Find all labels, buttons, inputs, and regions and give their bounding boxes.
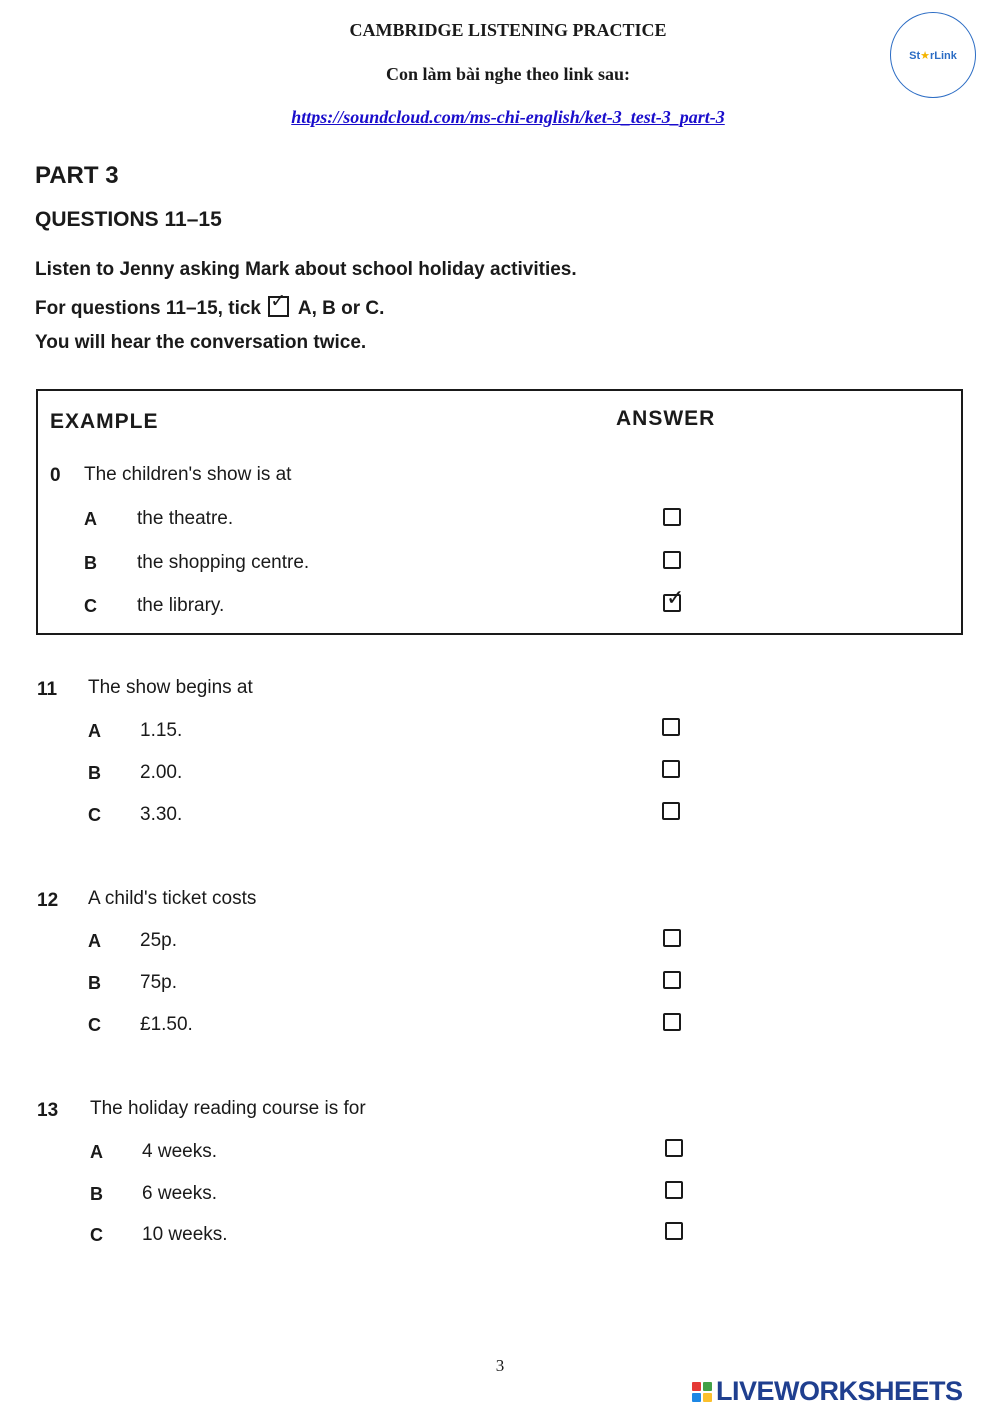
question-stem: The holiday reading course is for [90, 1098, 366, 1119]
questions-range: QUESTIONS 11–15 [35, 208, 222, 231]
q11-checkbox-b[interactable] [662, 760, 680, 778]
option-letter: A [88, 931, 101, 951]
instruction-line-3: You will hear the conversation twice. [35, 332, 367, 353]
option-letter: A [88, 721, 101, 741]
example-checkbox-a[interactable] [663, 508, 681, 526]
grid-cell [692, 1393, 701, 1402]
option-letter: C [88, 1015, 101, 1035]
example-number: 0 [50, 465, 61, 486]
example-checkbox-b[interactable] [663, 551, 681, 569]
question-number: 13 [37, 1100, 59, 1121]
option-letter: C [88, 805, 101, 825]
page-subtitle: Con làm bài nghe theo link sau: [385, 64, 631, 84]
example-option-text: the library. [137, 595, 225, 616]
question-number: 11 [37, 679, 58, 700]
question-stem: A child's ticket costs [88, 888, 257, 909]
option-text: 2.00. [140, 762, 183, 783]
liveworksheets-logo [692, 1376, 963, 1407]
page-number: 3 [495, 1356, 505, 1375]
liveworksheets-wordmark: LIVEWORKSHEETS [716, 1376, 963, 1406]
starlink-logo [890, 12, 976, 98]
option-letter: B [88, 973, 101, 993]
audio-link[interactable]: https://soundcloud.com/ms-chi-english/ket-3_test-3_part-3 [291, 107, 725, 127]
instruction-line-1: Listen to Jenny asking Mark about school holiday activities. [35, 259, 577, 280]
q13-checkbox-b[interactable] [665, 1181, 683, 1199]
grid-cell [692, 1382, 701, 1391]
answer-heading: ANSWER [616, 407, 716, 430]
example-option-letter: B [84, 553, 97, 573]
q12-checkbox-a[interactable] [663, 929, 681, 947]
example-heading: EXAMPLE [50, 410, 159, 433]
option-text: 6 weeks. [142, 1183, 217, 1204]
option-text: £1.50. [140, 1014, 193, 1035]
option-text: 25p. [140, 930, 177, 951]
example-stem: The children's show is at [84, 464, 292, 485]
page-title: CAMBRIDGE LISTENING PRACTICE [349, 20, 667, 40]
option-letter: B [90, 1184, 103, 1204]
tick-icon: ✓ [666, 585, 685, 610]
example-option-text: the shopping centre. [137, 552, 310, 573]
grid-cell [703, 1393, 712, 1402]
option-letter: B [88, 763, 101, 783]
grid-cell [703, 1382, 712, 1391]
logo-text: St★rLink [909, 49, 957, 62]
example-checkbox-c[interactable] [663, 585, 685, 612]
option-letter: C [90, 1225, 103, 1245]
q13-checkbox-a[interactable] [665, 1139, 683, 1157]
option-text: 10 weeks. [142, 1224, 228, 1245]
example-option-text: the theatre. [137, 508, 234, 529]
example-option-letter: C [84, 596, 97, 616]
option-text: 75p. [140, 972, 177, 993]
option-text: 4 weeks. [142, 1141, 217, 1162]
example-option-letter: A [84, 509, 97, 529]
option-text: 1.15. [140, 720, 183, 741]
question-stem: The show begins at [88, 677, 253, 698]
option-letter: A [90, 1142, 103, 1162]
q12-checkbox-c[interactable] [663, 1013, 681, 1031]
part-title: PART 3 [35, 162, 119, 189]
instruction-line-2: For questions 11–15, tick ✓ A, B or C. [35, 291, 385, 319]
liveworksheets-grid-icon [692, 1382, 712, 1402]
q13-checkbox-c[interactable] [665, 1222, 683, 1240]
q11-checkbox-c[interactable] [662, 802, 680, 820]
q12-checkbox-b[interactable] [663, 971, 681, 989]
tick-box-icon: ✓ [268, 296, 289, 317]
question-number: 12 [37, 890, 59, 911]
option-text: 3.30. [140, 804, 183, 825]
q11-checkbox-a[interactable] [662, 718, 680, 736]
